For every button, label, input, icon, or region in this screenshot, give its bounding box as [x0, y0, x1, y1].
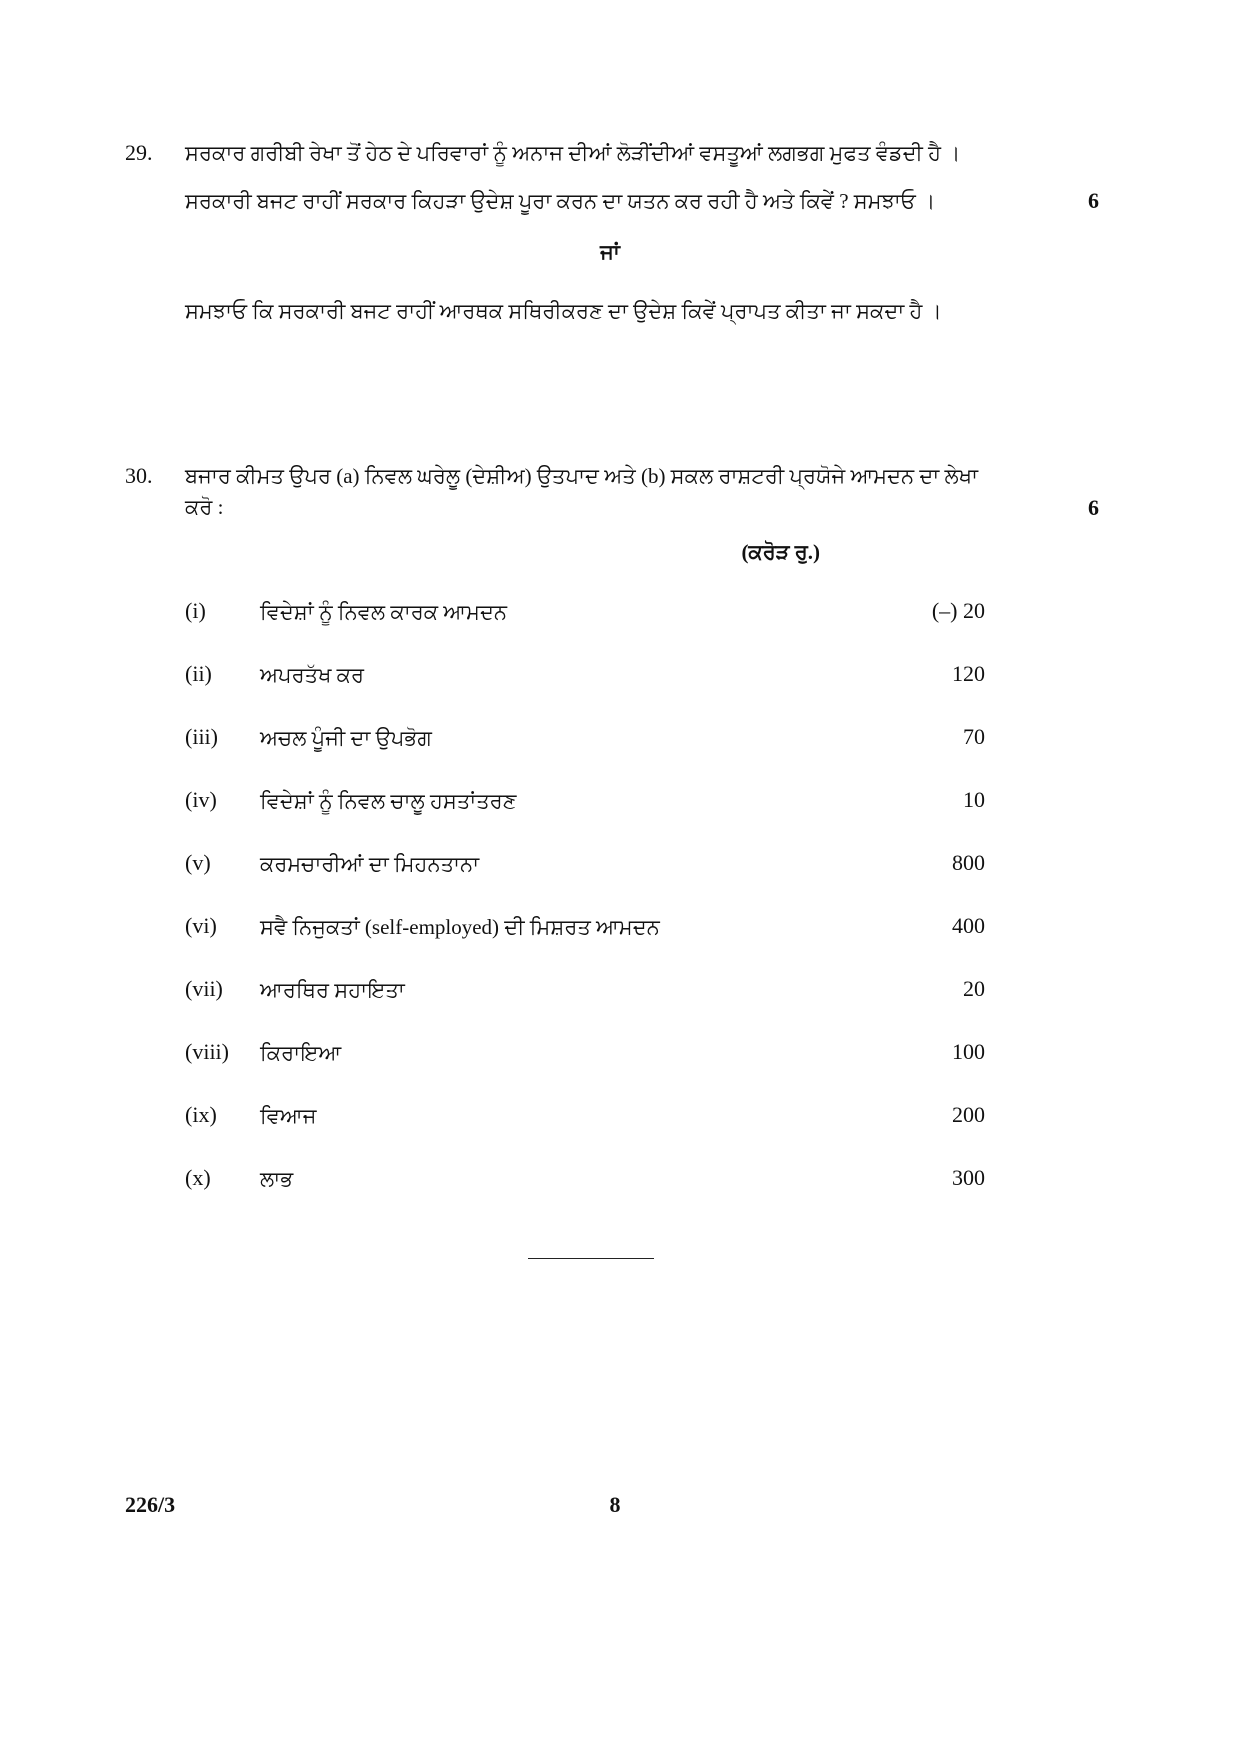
item-value: 300 [952, 1165, 985, 1190]
or-label: ਜਾਂ [600, 240, 620, 264]
list-item [185, 913, 985, 953]
item-value: (–) 20 [931, 598, 985, 623]
item-number: (i) [185, 598, 206, 623]
item-number: (x) [185, 1165, 211, 1190]
question-29-line-2: ਸਰਕਾਰੀ ਬਜਟ ਰਾਹੀਂ ਸਰਕਾਰ ਕਿਹੜਾ ਉਦੇਸ਼ ਪੂਰਾ ਕਰਨ ਦਾ ਯਤਨ ਕਰ ਰਹੀ ਹੈ ਅਤੇ ਕਿਵੇਂ ? ਸਮਝਾਓ । [185, 189, 936, 213]
question-29-number: 29. [125, 140, 153, 165]
item-number: (vii) [185, 976, 223, 1001]
item-number: (ii) [185, 661, 212, 686]
item-label: ਵਿਦੇਸ਼ਾਂ ਨੂੰ ਨਿਵਲ ਕਾਰਕ ਆਮਦਨ [260, 600, 507, 624]
list-item [185, 661, 985, 701]
item-label: ਅਪਰਤੱਖ ਕਰ [260, 663, 364, 687]
item-number: (ix) [185, 1102, 217, 1127]
list-item [185, 598, 985, 638]
unit-label: (ਕਰੋੜ ਰੁ.) [741, 540, 820, 564]
item-value: 20 [963, 976, 985, 1001]
item-label: ਲਾਭ [260, 1167, 294, 1191]
end-rule [528, 1258, 654, 1259]
list-item [185, 724, 985, 764]
question-29-marks: 6 [1088, 188, 1099, 213]
paper-code: 226/3 [125, 1492, 176, 1517]
item-number: (v) [185, 850, 211, 875]
item-label: ਕਰਮਚਾਰੀਆਂ ਦਾ ਮਿਹਨਤਾਨਾ [260, 852, 480, 876]
question-29-alternative: ਸਮਝਾਓ ਕਿ ਸਰਕਾਰੀ ਬਜਟ ਰਾਹੀਂ ਆਰਥਕ ਸਥਿਰੀਕਰਣ ਦਾ ਉਦੇਸ਼ ਕਿਵੇਂ ਪ੍ਰਾਪਤ ਕੀਤਾ ਜਾ ਸਕਦਾ ਹੈ । [185, 299, 942, 323]
item-value: 800 [952, 850, 985, 875]
question-29-line-1: ਸਰਕਾਰ ਗਰੀਬੀ ਰੇਖਾ ਤੋਂ ਹੇਠ ਦੇ ਪਰਿਵਾਰਾਂ ਨੂੰ ਅਨਾਜ ਦੀਆਂ ਲੋੜੀਂਦੀਆਂ ਵਸਤੂਆਂ ਲਗਭਗ ਮੁਫਤ ਵੰਡਦੀ ਹੈ । [185, 141, 961, 165]
list-item [185, 787, 985, 827]
question-30-line-2: ਕਰੋ : [185, 495, 224, 519]
item-value: 120 [952, 661, 985, 686]
item-label: ਵਿਦੇਸ਼ਾਂ ਨੂੰ ਨਿਵਲ ਚਾਲੂ ਹਸਤਾਂਤਰਣ [260, 789, 517, 813]
item-value: 400 [952, 913, 985, 938]
item-value: 100 [952, 1039, 985, 1064]
item-label: ਸਵੈ ਨਿਜੁਕਤਾਂ (self-employed) ਦੀ ਮਿਸ਼ਰਤ ਆਮਦਨ [260, 915, 660, 939]
item-label: ਅਚਲ ਪੂੰਜੀ ਦਾ ਉਪਭੋਗ [260, 726, 432, 750]
item-value: 200 [952, 1102, 985, 1127]
item-value: 70 [963, 724, 985, 749]
list-item [185, 1039, 985, 1079]
list-item [185, 1165, 985, 1205]
item-label: ਵਿਆਜ [260, 1104, 317, 1128]
list-item [185, 850, 985, 890]
list-item [185, 1102, 985, 1142]
item-label: ਕਿਰਾਇਆ [260, 1041, 342, 1065]
question-30-number: 30. [125, 463, 153, 488]
question-30-line-1: ਬਜਾਰ ਕੀਮਤ ਉਪਰ (a) ਨਿਵਲ ਘਰੇਲੂ (ਦੇਸ਼ੀਅ) ਉਤਪਾਦ ਅਤੇ (b) ਸਕਲ ਰਾਸ਼ਟਰੀ ਪ੍ਰਯੋਜੇ ਆਮਦਨ ਦਾ ਲੇਖਾ [185, 464, 979, 488]
question-30-marks: 6 [1088, 495, 1099, 520]
item-value: 10 [963, 787, 985, 812]
item-number: (iii) [185, 724, 218, 749]
page-number: 8 [609, 1492, 621, 1517]
list-item [185, 976, 985, 1016]
item-number: (viii) [185, 1039, 229, 1064]
item-label: ਆਰਥਿਰ ਸਹਾਇਤਾ [260, 978, 405, 1002]
item-number: (iv) [185, 787, 217, 812]
item-number: (vi) [185, 913, 217, 938]
